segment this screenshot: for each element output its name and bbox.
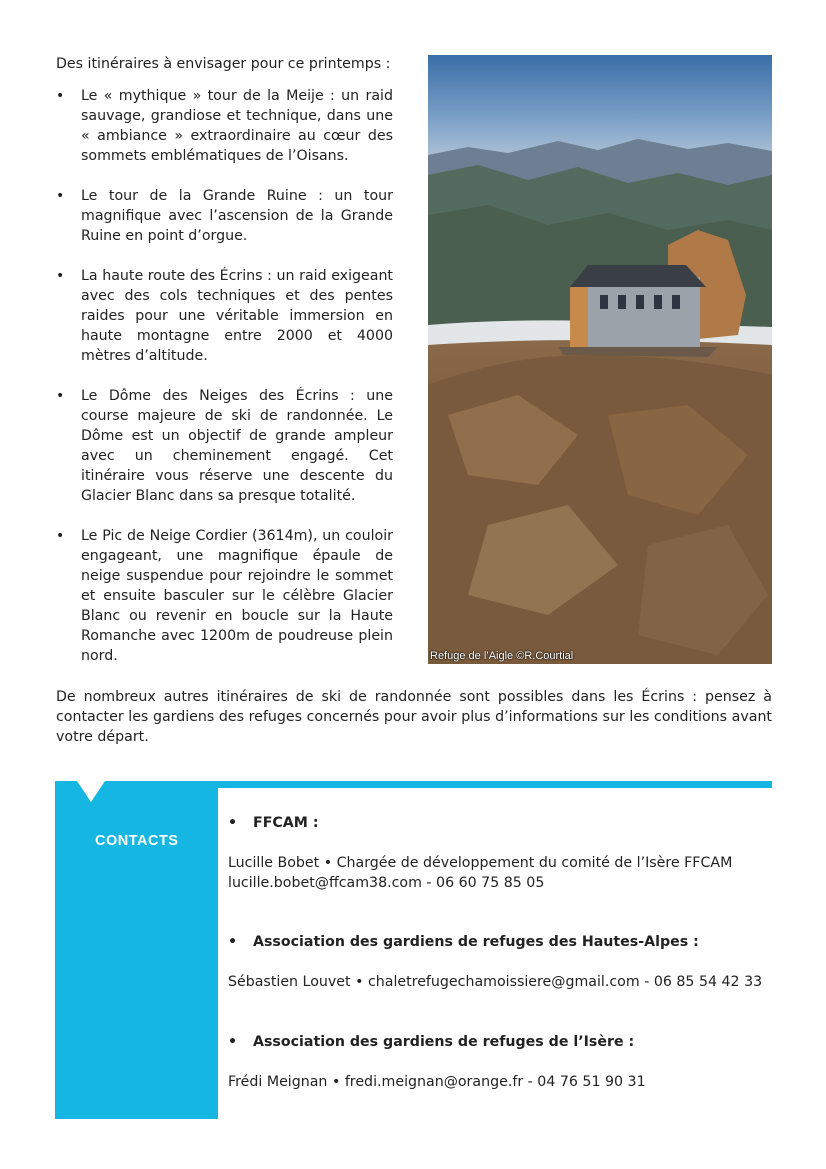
routes-list	[56, 86, 393, 666]
contacts-sidebar	[55, 781, 218, 1119]
contact-group-isere	[228, 1032, 788, 1092]
route-item: • Le tour de la Grande Ruine : un tour magnifique avec l’ascension de la Grande Ruine en point d’orgue.	[56, 186, 393, 246]
intro-text: Des itinéraires à envisager pour ce printemps :	[56, 56, 391, 72]
contact-details: lucille.bobet@ffcam38.com - 06 60 75 85 05	[228, 875, 545, 891]
route-item: • Le Pic de Neige Cordier (3614m), un couloir engageant, une magnifique épaule de neige suspendue pour rejoindre le sommet et ensuite basculer sur le célèbre Glacier Blanc ou revenir en boucle sur la Haute Romanche avec 1200m de poudreuse plein nord.	[56, 526, 393, 666]
photo-caption: Refuge de l’Aigle ©R.Courtial	[430, 650, 574, 662]
contact-heading: • Association des gardiens de refuges des Hautes-Alpes :	[228, 932, 788, 952]
contact-heading: • FFCAM :	[228, 813, 788, 833]
contact-details: Sébastien Louvet • chaletrefugechamoissiere@gmail.com - 06 85 54 42 33	[228, 974, 763, 990]
mountain-refuge-illustration	[428, 55, 772, 664]
route-item: • Le « mythique » tour de la Meije : un raid sauvage, grandiose et technique, dans une « ambiance » extraordinaire au cœur des sommets emblématiques de l’Oisans.	[56, 86, 393, 166]
routes-column	[56, 54, 393, 686]
route-item: • Le Dôme des Neiges des Écrins : une course majeure de ski de randonnée. Le Dôme est un objectif de grande ampleur avec un cheminement engagé. Cet itinéraire vous réserve une descente du Glacier Blanc dans sa presque totalité.	[56, 386, 393, 506]
route-item: • La haute route des Écrins : un raid exigeant avec des cols techniques et des pentes raides pour une véritable immersion en haute montagne entre 2000 et 4000 mètres d’altitude.	[56, 266, 393, 366]
contacts-label: CONTACTS	[95, 833, 179, 849]
outro-text: De nombreux autres itinéraires de ski de randonnée sont possibles dans les Écrins : pensez à contacter les gardiens des refuges concernés pour avoir plus d’informations sur les conditions avant votre départ.	[56, 689, 772, 745]
contacts-divider	[218, 781, 772, 788]
notch-shape	[77, 781, 105, 802]
contact-heading: • Association des gardiens de refuges de l’Isère :	[228, 1032, 788, 1052]
refuge-photo	[428, 55, 772, 664]
contact-group-hautes-alpes	[228, 932, 788, 992]
contact-person: Lucille Bobet • Chargée de développement du comité de l’Isère FFCAM	[228, 855, 733, 871]
contact-group-ffcam	[228, 813, 788, 893]
contact-details: Frédi Meignan • fredi.meignan@orange.fr - 04 76 51 90 31	[228, 1074, 646, 1090]
